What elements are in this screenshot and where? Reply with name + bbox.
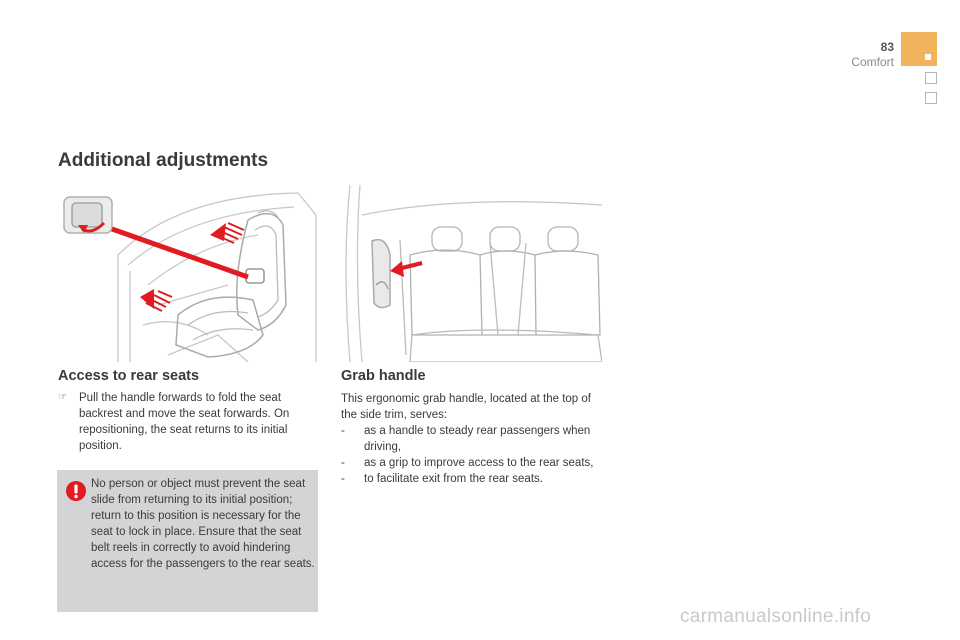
grab-uses-list bbox=[341, 423, 603, 487]
page-title: Additional adjustments bbox=[58, 150, 269, 171]
tab-marker-icon bbox=[925, 54, 931, 60]
exclamation-icon bbox=[65, 480, 87, 502]
list-item: - as a grip to improve access to the rear seats, bbox=[341, 457, 594, 469]
warning-text: No person or object must prevent the seat slide from returning to its initial position; return to this position is necessary for the seat to lock in place. Ensure that the seat belt reels in correctly to avoid hindering access for the passengers to the rear seats. bbox=[91, 478, 315, 570]
section-name: Comfort bbox=[851, 55, 894, 69]
warning-box bbox=[57, 470, 318, 612]
section-tab-active bbox=[901, 32, 937, 66]
grab-intro: This ergonomic grab handle, located at the top of the side trim, serves: bbox=[341, 393, 591, 421]
list-item: - as a handle to steady rear passengers when driving, bbox=[341, 425, 591, 453]
grab-heading: Grab handle bbox=[341, 368, 426, 384]
watermark: carmanualsonline.info bbox=[680, 606, 872, 627]
access-heading: Access to rear seats bbox=[58, 368, 200, 384]
list-item: - to facilitate exit from the rear seats. bbox=[341, 473, 543, 485]
seat-fold-illustration bbox=[58, 185, 318, 362]
grab-handle-illustration bbox=[340, 185, 602, 362]
page-number: 83 bbox=[880, 40, 894, 54]
section-tab bbox=[925, 92, 937, 104]
access-instruction-text: Pull the handle forwards to fold the seat backrest and move the seat forwards. On repositioning, the seat returns to its initial position. bbox=[79, 392, 290, 452]
section-tab bbox=[925, 72, 937, 84]
hand-pointer-icon: ☞ bbox=[58, 392, 67, 403]
